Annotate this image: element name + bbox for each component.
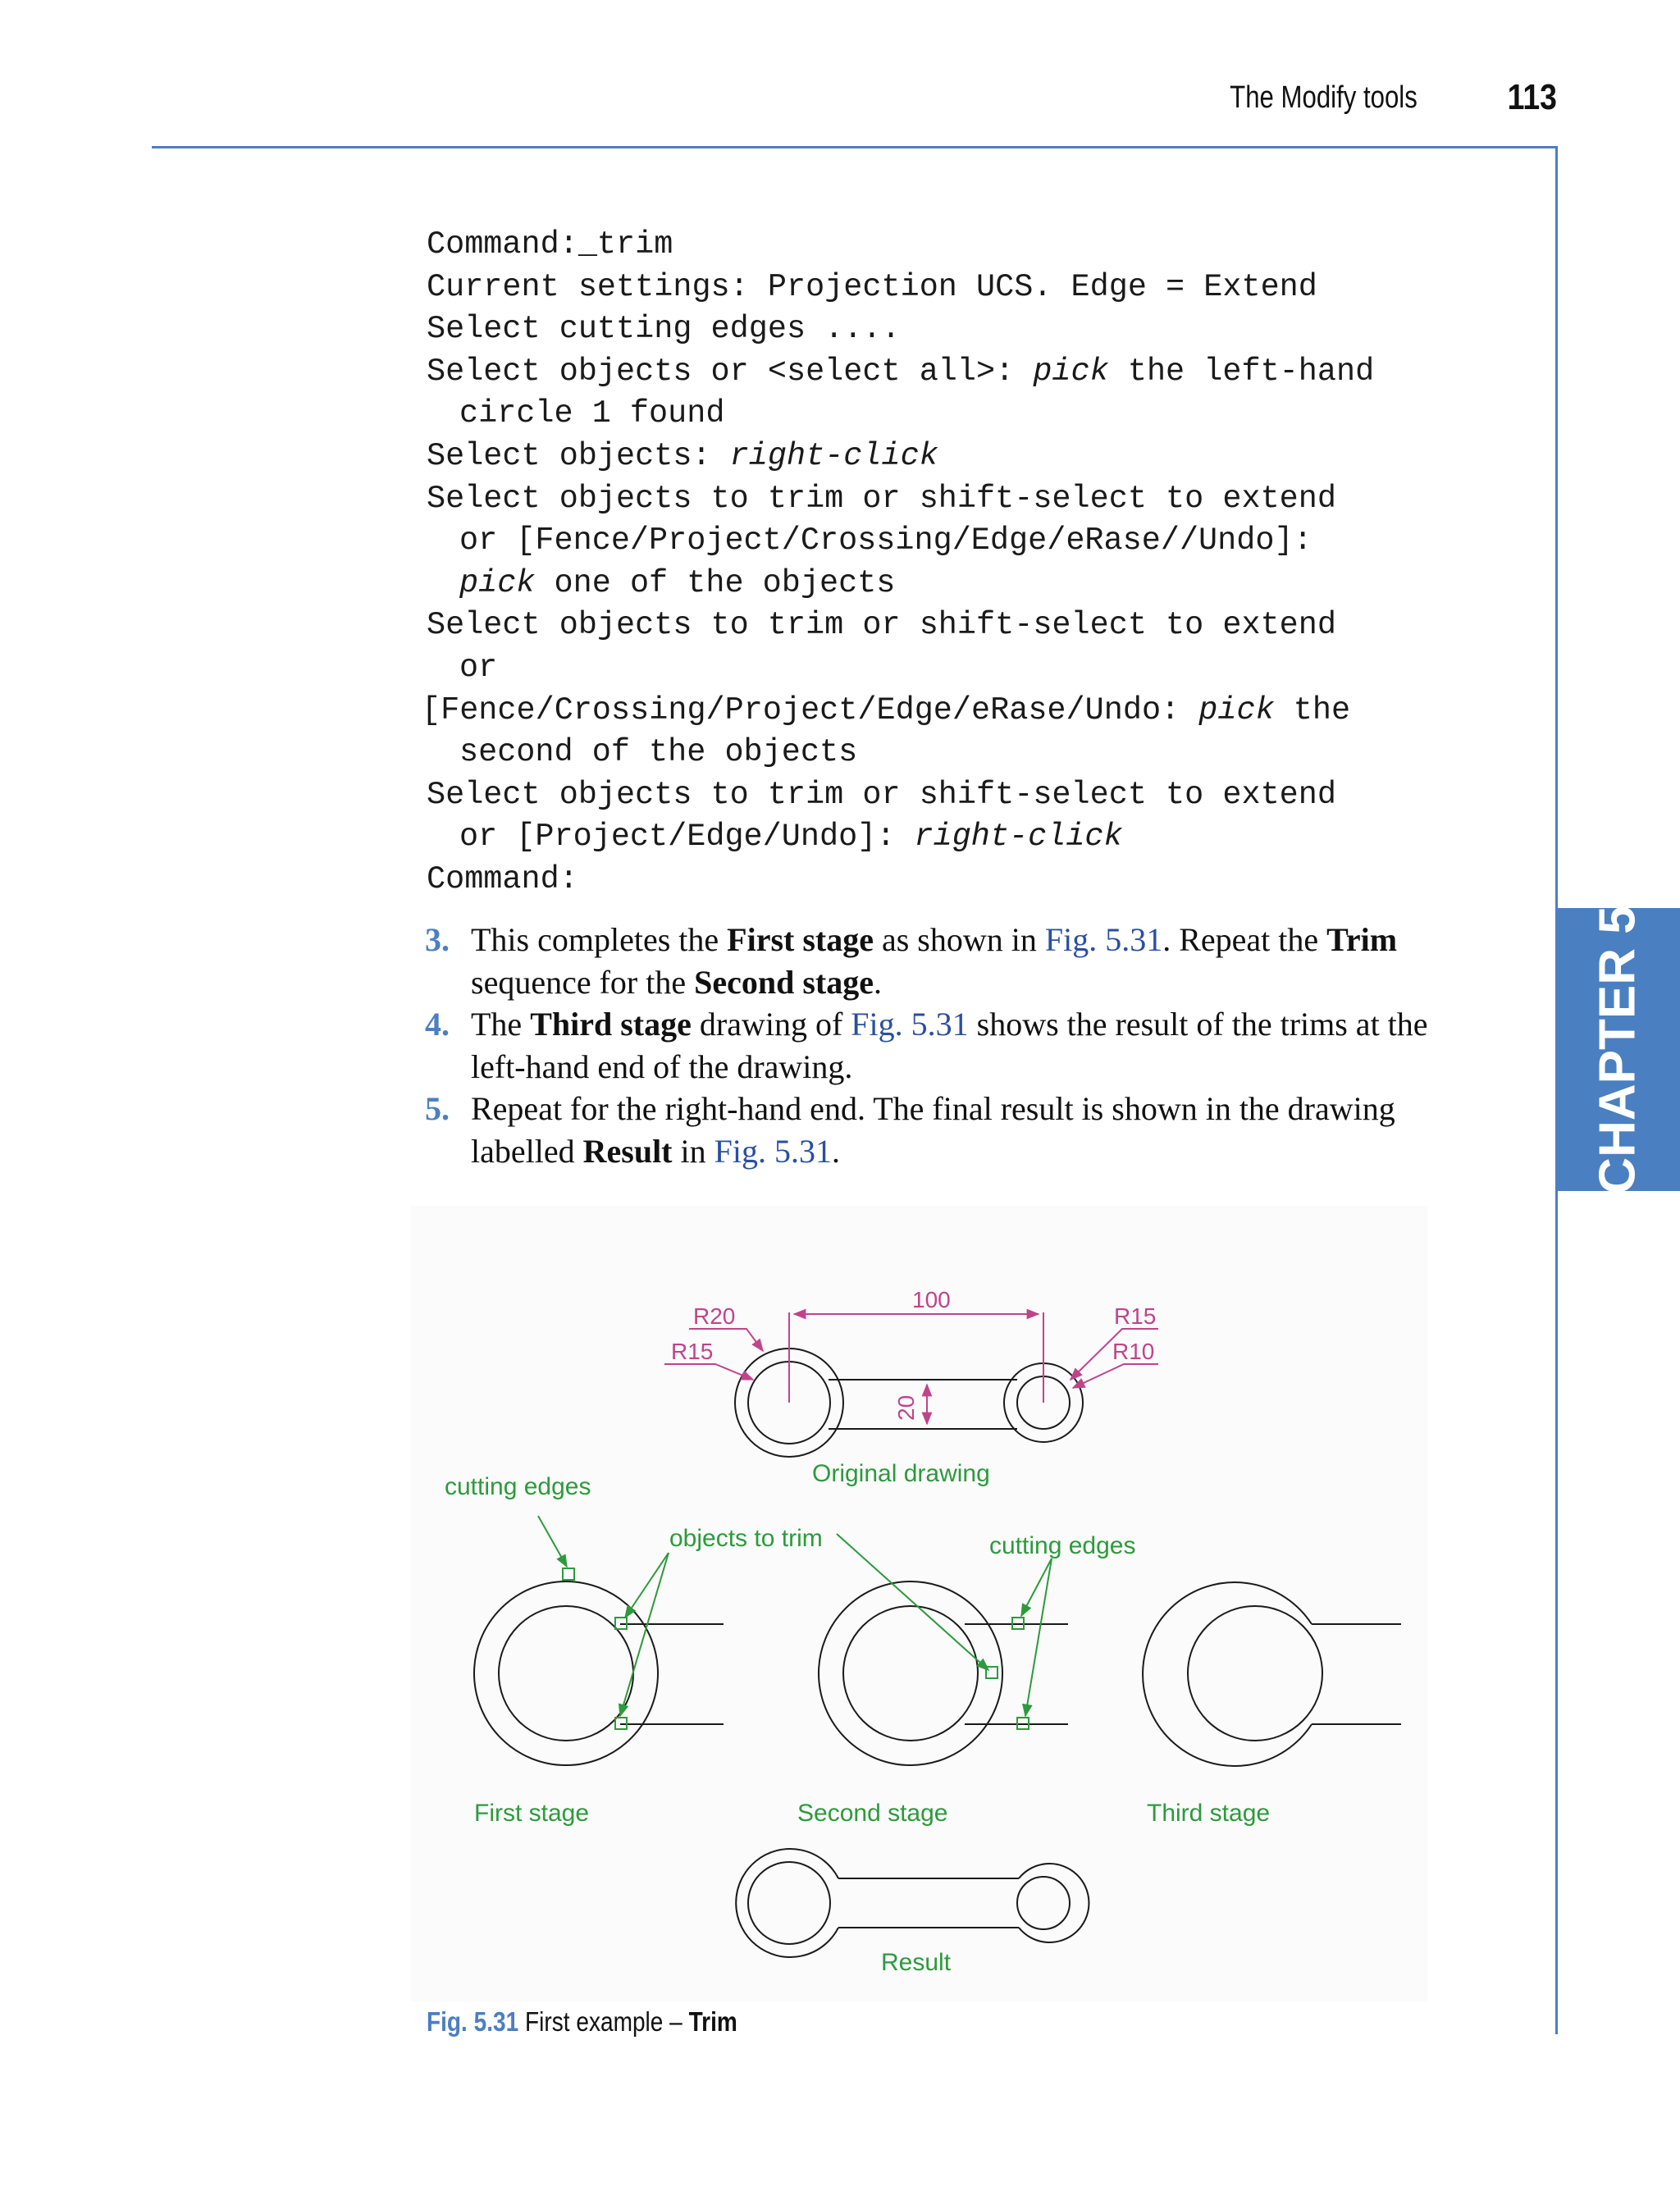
step-text: Repeat for the right-hand end. The final result is shown in the drawing labelled — [471, 1090, 1395, 1170]
second-stage-drawing — [819, 1581, 1068, 1765]
step-text: shows the result of the trims at the left-hand end of the drawing. — [471, 1006, 1428, 1085]
first-stage-markers — [538, 1516, 669, 1729]
command-user-action: pick — [1033, 353, 1109, 390]
command-user-action: right-click — [914, 819, 1123, 856]
figure-reference-link[interactable]: Fig. 5.31 — [1044, 921, 1163, 958]
label-original-drawing: Original drawing — [812, 1460, 990, 1487]
label-cutting-edges-left: cutting edges — [445, 1473, 591, 1500]
step-emphasis: Second stage — [694, 963, 874, 1001]
third-stage-drawing — [1143, 1582, 1401, 1766]
step-item — [425, 1003, 1434, 1088]
command-text: or [Project/Edge/Undo]: — [459, 819, 915, 856]
label-second-stage: Second stage — [797, 1800, 948, 1827]
steps-list — [425, 919, 1434, 1173]
second-stage-markers — [837, 1534, 1052, 1729]
running-header-title: The Modify tools — [1230, 80, 1418, 115]
command-user-action: pick — [459, 564, 536, 601]
command-text: Current settings: Projection UCS. Edge = Extend — [427, 268, 1317, 305]
command-sequence — [422, 224, 1493, 901]
command-line — [427, 351, 1493, 394]
command-text: second of the objects — [459, 734, 858, 771]
caption-bold: Trim — [688, 2006, 737, 2037]
trim-drawing — [410, 1206, 1427, 2001]
dim-gap-label: 20 — [893, 1394, 919, 1421]
command-line — [427, 774, 1493, 817]
caption-fig-number: Fig. 5.31 — [427, 2006, 519, 2037]
step-text: sequence for the — [471, 963, 695, 1001]
command-text: or [Fence/Project/Crossing/Edge/eRase//Undo]: — [459, 523, 1312, 559]
command-line — [427, 267, 1493, 309]
dim-left-inner-label: R15 — [671, 1339, 714, 1364]
command-text: or — [459, 649, 498, 686]
label-cutting-edges-right: cutting edges — [989, 1532, 1136, 1559]
command-text: the — [1274, 691, 1351, 728]
figure-reference-link[interactable]: Fig. 5.31 — [851, 1006, 969, 1043]
step-emphasis: Third stage — [530, 1006, 692, 1043]
command-line — [427, 224, 1493, 267]
command-text: Select objects: — [427, 437, 730, 474]
label-objects-to-trim: objects to trim — [669, 1525, 823, 1552]
dim-length-label: 100 — [912, 1287, 951, 1312]
command-text: the left-hand — [1108, 353, 1375, 390]
step-text: . — [831, 1132, 840, 1170]
command-line — [427, 816, 1493, 859]
command-text: Select objects or <select all>: — [427, 353, 1034, 390]
step-number: 3. — [425, 921, 450, 958]
step-number: 4. — [425, 1006, 450, 1043]
step-text: This completes the — [471, 921, 728, 958]
command-line — [427, 520, 1493, 563]
first-stage-drawing — [474, 1581, 724, 1765]
command-line — [427, 732, 1493, 774]
command-text: one of the objects — [535, 564, 896, 601]
figure-5-31 — [410, 1206, 1427, 2001]
step-text: as shown in — [873, 921, 1045, 958]
step-text: drawing of — [691, 1006, 851, 1043]
result-drawing — [736, 1849, 1089, 1957]
caption-text: First example – — [525, 2006, 689, 2037]
label-first-stage: First stage — [474, 1800, 590, 1827]
step-text: in — [672, 1132, 714, 1170]
command-text: Select cutting edges .... — [427, 311, 901, 348]
page-number: 113 — [1507, 77, 1557, 117]
dim-left-outer-label: R20 — [693, 1303, 736, 1329]
label-result: Result — [881, 1949, 952, 1976]
step-emphasis: Result — [582, 1132, 673, 1170]
command-text: circle 1 found — [459, 395, 725, 432]
step-item — [425, 919, 1434, 1003]
command-text: Select objects to trim or shift-select to extend — [427, 607, 1336, 644]
label-third-stage: Third stage — [1147, 1800, 1271, 1827]
command-text: [Fence/Crossing/Project/Edge/eRase/Undo: — [422, 691, 1199, 728]
dim-right-outer-label: R15 — [1114, 1303, 1157, 1329]
command-line — [427, 859, 1493, 901]
command-line — [427, 308, 1493, 351]
step-emphasis: First stage — [727, 921, 874, 958]
command-text: Select objects to trim or shift-select to extend — [427, 776, 1336, 813]
step-text: The — [471, 1006, 531, 1043]
command-line — [427, 436, 1493, 478]
command-text: Command:_trim — [427, 226, 673, 262]
dim-right-inner-label: R10 — [1112, 1339, 1155, 1364]
step-text: . — [873, 963, 882, 1001]
command-line — [422, 690, 1493, 732]
figure-reference-link[interactable]: Fig. 5.31 — [714, 1132, 832, 1170]
command-line — [427, 563, 1493, 605]
header-rule — [152, 146, 1557, 148]
step-item — [425, 1088, 1434, 1172]
command-line — [427, 647, 1493, 690]
step-number: 5. — [425, 1090, 450, 1128]
command-user-action: pick — [1198, 691, 1275, 728]
chapter-tab-label: CHAPTER 5 — [1589, 905, 1646, 1194]
command-user-action: right-click — [729, 437, 938, 474]
command-line — [427, 605, 1493, 647]
command-text: Select objects to trim or shift-select to extend — [427, 480, 1336, 517]
command-line — [427, 393, 1493, 436]
command-text: Command: — [427, 860, 578, 897]
figure-caption — [427, 2006, 737, 2038]
step-emphasis: Trim — [1326, 921, 1398, 958]
chapter-tab — [1555, 905, 1680, 1194]
command-line — [427, 478, 1493, 521]
step-text: . Repeat the — [1162, 921, 1327, 958]
